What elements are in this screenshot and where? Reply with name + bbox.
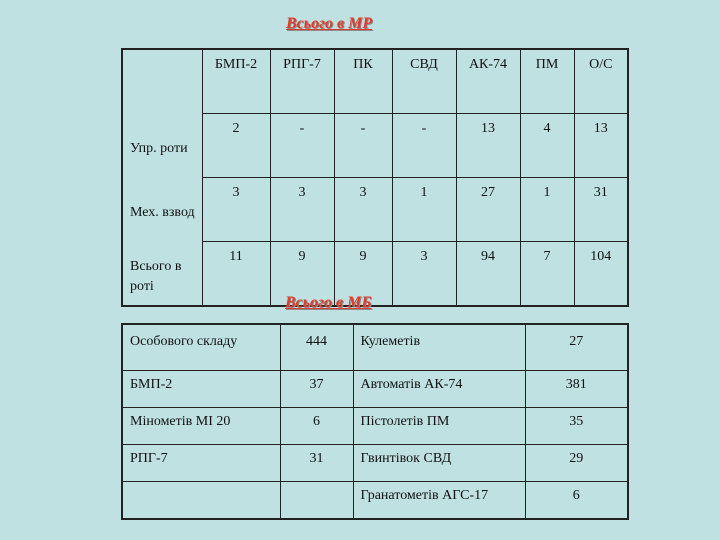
table-row	[122, 324, 628, 371]
row-label: Всього в роті	[130, 258, 182, 294]
left-value: 37	[280, 371, 353, 408]
right-value: 6	[525, 482, 628, 520]
table-cell: 9	[334, 242, 392, 307]
table-cell: 2	[202, 114, 270, 178]
column-header: ПК	[334, 49, 392, 114]
right-label: Гвинтівок СВД	[353, 445, 525, 482]
right-value: 35	[525, 408, 628, 445]
header-row	[122, 49, 628, 114]
left-value	[280, 482, 353, 520]
table-row	[122, 114, 628, 178]
table-cell: 3	[392, 242, 456, 307]
row-label: Мех. взвод	[130, 205, 195, 220]
table-cell: 11	[202, 242, 270, 307]
table-cell: 1	[520, 178, 574, 242]
right-label: Пістолетів ПМ	[353, 408, 525, 445]
column-header: БМП-2	[202, 49, 270, 114]
table-cell: 13	[456, 114, 520, 178]
right-label: Автоматів АК-74	[353, 371, 525, 408]
table-cell: 7	[520, 242, 574, 307]
table-mr	[121, 48, 629, 307]
left-value: 6	[280, 408, 353, 445]
left-value: 31	[280, 445, 353, 482]
right-value: 27	[525, 324, 628, 371]
column-header: ПМ	[520, 49, 574, 114]
table-row	[122, 408, 628, 445]
table-row	[122, 482, 628, 520]
table-cell: -	[270, 114, 334, 178]
table-cell: 4	[520, 114, 574, 178]
left-label: РПГ-7	[122, 445, 280, 482]
table-cell: 94	[456, 242, 520, 307]
title-mb: Всього в МБ	[285, 294, 372, 311]
table-row	[122, 445, 628, 482]
table-cell: 9	[270, 242, 334, 307]
right-label: Гранатометів АГС-17	[353, 482, 525, 520]
column-header: АК-74	[456, 49, 520, 114]
table-cell: 104	[574, 242, 628, 307]
left-label	[122, 482, 280, 520]
table-cell: 3	[270, 178, 334, 242]
table-cell: 1	[392, 178, 456, 242]
left-label: Особового складу	[122, 324, 280, 371]
table-cell: -	[392, 114, 456, 178]
left-label: Мінометів МІ 20	[122, 408, 280, 445]
left-label: БМП-2	[122, 371, 280, 408]
table-cell: 13	[574, 114, 628, 178]
left-value: 444	[280, 324, 353, 371]
column-header: СВД	[392, 49, 456, 114]
column-header: РПГ-7	[270, 49, 334, 114]
table-row	[122, 178, 628, 242]
table-cell: 3	[202, 178, 270, 242]
corner-cell	[122, 49, 202, 114]
table-row	[122, 242, 628, 307]
row-label: Упр. роти	[130, 141, 188, 156]
right-value: 381	[525, 371, 628, 408]
table-cell: -	[334, 114, 392, 178]
right-value: 29	[525, 445, 628, 482]
title-mr: Всього в МР	[286, 15, 373, 32]
table-mb	[121, 323, 629, 520]
table-cell: 31	[574, 178, 628, 242]
right-label: Кулеметів	[353, 324, 525, 371]
table-cell: 27	[456, 178, 520, 242]
table-row	[122, 371, 628, 408]
table-cell: 3	[334, 178, 392, 242]
column-header: О/С	[574, 49, 628, 114]
